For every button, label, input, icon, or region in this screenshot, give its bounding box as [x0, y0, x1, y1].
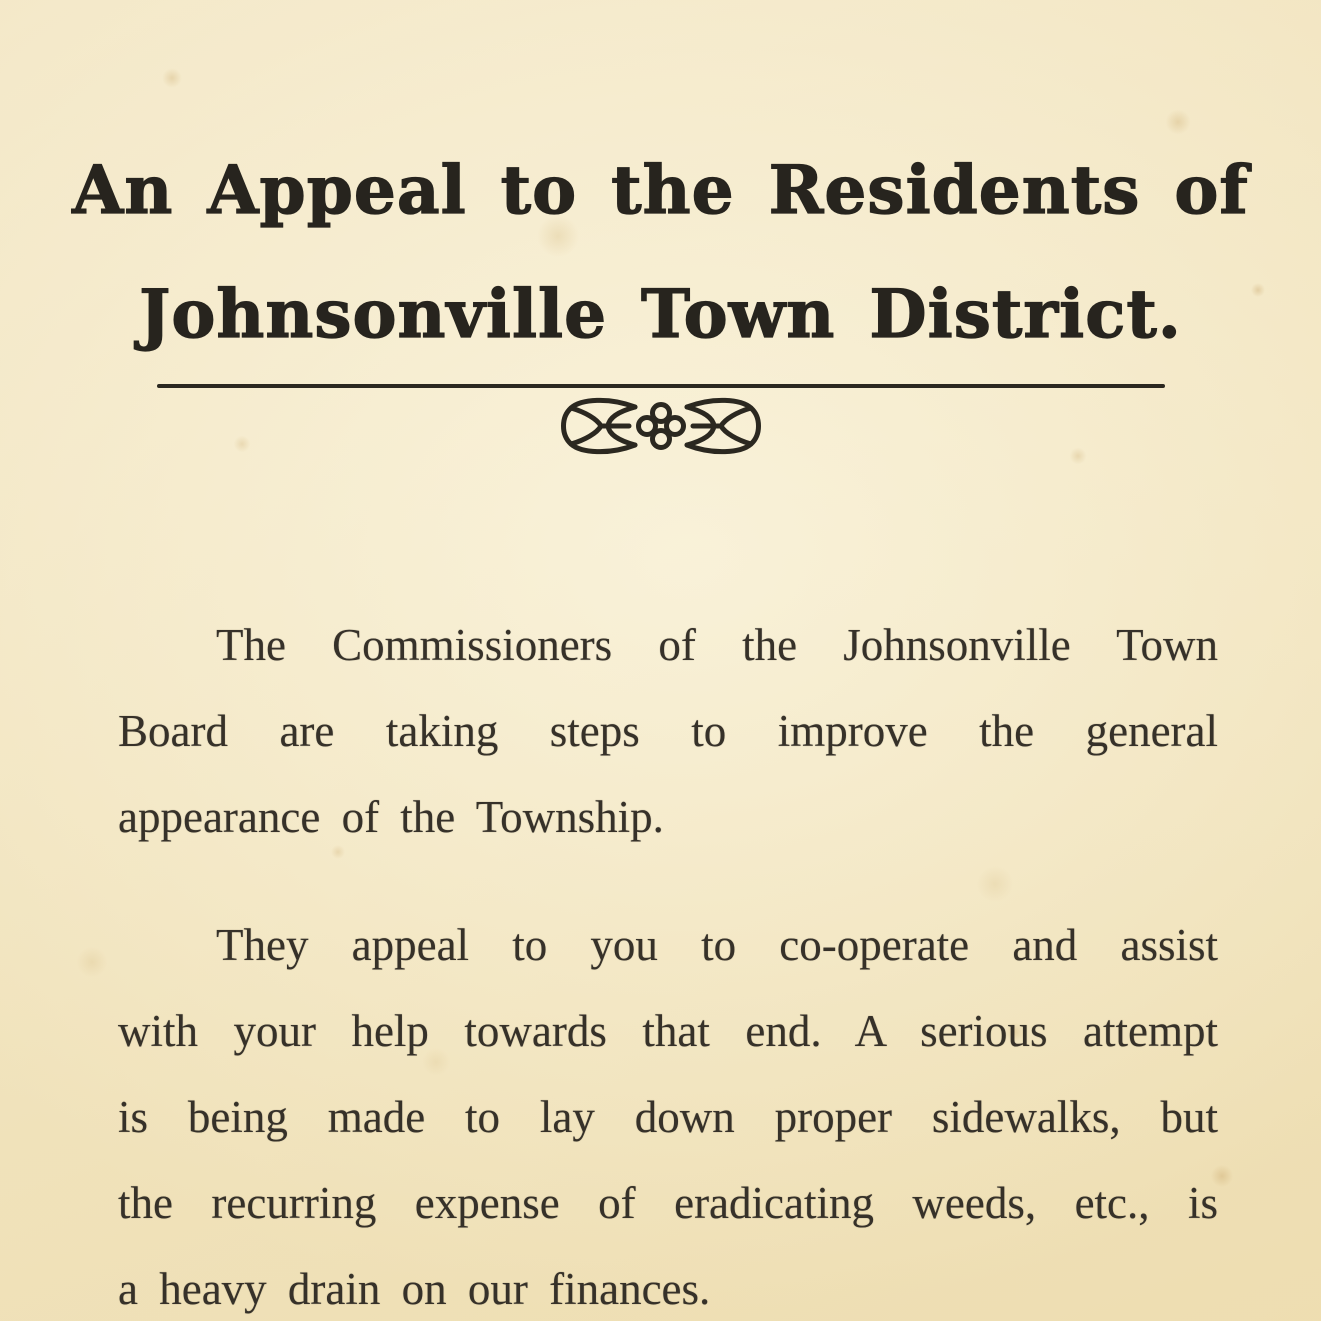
- paragraph-line: The Commissioners of the Johnsonville Town: [216, 620, 1218, 670]
- paragraph-line: is being made to lay down proper sidewalks, but: [118, 1092, 1218, 1142]
- paragraph-line: appearance of the Township.: [118, 792, 664, 842]
- paragraph-line: Board are taking steps to improve the general: [118, 706, 1218, 756]
- title-underline-rule: [157, 384, 1165, 388]
- paragraph-line: with your help towards that end. A serious attempt: [118, 1006, 1218, 1056]
- paragraph-line: the recurring expense of eradicating weeds, etc., is: [118, 1178, 1218, 1228]
- document-body: [118, 602, 1218, 1321]
- paragraph-2: [118, 902, 1218, 1321]
- paragraph-line: a heavy drain on our finances.: [118, 1264, 711, 1314]
- document-header: [0, 0, 1321, 456]
- title-line-1: An Appeal to the Residents of: [72, 151, 1249, 229]
- title-line-2: Johnsonville Town District.: [139, 275, 1182, 353]
- paragraph-1: [118, 602, 1218, 860]
- fleuron-ornament-icon: [551, 396, 771, 456]
- paragraph-line: They appeal to you to co-operate and assist: [216, 920, 1218, 970]
